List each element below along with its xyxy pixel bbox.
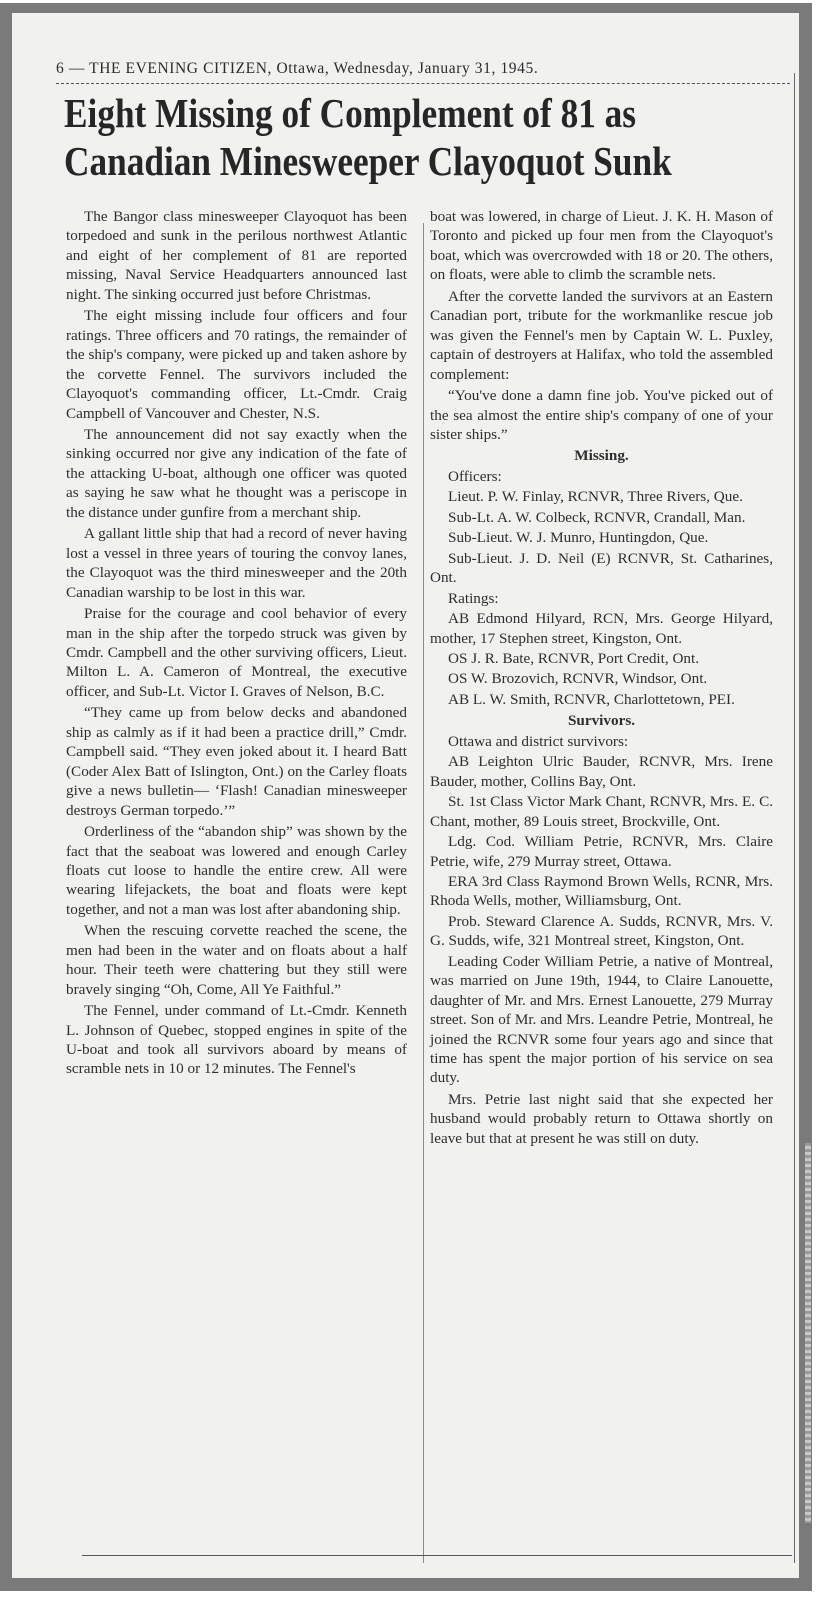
officer-entry: Sub-Lieut. J. D. Neil (E) RCNVR, St. Catharines, Ont. <box>430 549 773 587</box>
article-paragraph: The announcement did not say exactly when the sinking occurred nor give any indication of the fate of the attacking U-boat, although one officer was quoted as saying he saw what he thought was a periscope in the distance under gunfire from a merchant ship. <box>66 425 407 521</box>
headline-line-2: Canadian Minesweeper Clayoquot Sunk <box>64 138 672 184</box>
officer-entry: Sub-Lieut. W. J. Munro, Huntingdon, Que. <box>448 529 709 547</box>
rating-entry: OS J. R. Bate, RCNVR, Port Credit, Ont. <box>448 649 700 667</box>
survivor-entry: Ldg. Cod. William Petrie, RCNVR, Mrs. Claire Petrie, wife, 279 Murray street, Ottawa. <box>430 833 773 870</box>
officer-entry: Sub-Lt. A. W. Colbeck, RCNVR, Crandall, Man. <box>448 508 746 526</box>
left-column <box>66 207 407 1081</box>
article-paragraph: The Fennel, under command of Lt.-Cmdr. Kenneth L. Johnson of Quebec, stopped engines in spite of the U-boat and took all survivors aboard by means of scramble nets in 10 or 12 minutes. The Fennel's <box>66 1002 407 1078</box>
continued-paragraph: boat was lowered, in charge of Lieut. J. K. H. Mason of Toronto and picked up four men from the Clayoquot's boat, which was overcrowded with 18 or 20. The others, on floats, were able to climb the scramble nets. <box>430 208 773 284</box>
article-paragraph: Mrs. Petrie last night said that she expected her husband would probably return to Ottawa shortly on leave but that at present he was still on duty. <box>430 1090 773 1147</box>
survivor-entry: St. 1st Class Victor Mark Chant, RCNVR, Mrs. E. C. Chant, mother, 89 Louis street, Brockville, Ont. <box>430 793 773 830</box>
article-paragraph: The Bangor class minesweeper Clayoquot has been torpedoed and sunk in the perilous northwest Atlantic and eight of her complement of 81 are reported missing, Naval Service Headquarters announced last night. The sinking occurred just before Christmas. <box>66 208 407 303</box>
article-paragraph: “You've done a damn fine job. You've picked out of the sea almost the entire ship's company of one of your sister ships.” <box>430 387 773 443</box>
survivor-entry: AB Leighton Ulric Bauder, RCNVR, Mrs. Irene Bauder, mother, Collins Bay, Ont. <box>430 753 773 790</box>
rating-entry: OS W. Brozovich, RCNVR, Windsor, Ont. <box>448 670 708 688</box>
officer-entry: Lieut. P. W. Finlay, RCNVR, Three Rivers, Que. <box>448 488 743 506</box>
masthead-rule <box>56 83 790 84</box>
survivors-heading: Survivors. <box>567 712 636 730</box>
article-paragraph: After the corvette landed the survivors at an Eastern Canadian port, tribute for the workmanlike rescue job was given the Fennel's men by Captain W. L. Puxley, captain of destroyers at Halifax, who told the assembled complement: <box>430 287 773 383</box>
bottom-rule <box>82 1555 792 1556</box>
missing-heading: Missing. <box>574 447 629 465</box>
rating-entry: AB Edmond Hilyard, RCN, Mrs. George Hilyard, mother, 17 Stephen street, Kingston, Ont. <box>430 610 773 647</box>
column-divider <box>423 223 424 1563</box>
right-column <box>430 207 773 1150</box>
article-paragraph: Praise for the courage and cool behavior of every man in the ship after the torpedo struck was given by Cmdr. Campbell and the other surviving officers, Lieut. Milton L. A. Cameron of Montreal, the executive officer, and Sub-Lt. Victor I. Graves of Nelson, B.C. <box>66 605 407 700</box>
ratings-label: Ratings: <box>448 589 499 607</box>
masthead: 6 — THE EVENING CITIZEN, Ottawa, Wednesday, January 31, 1945. <box>56 60 539 77</box>
right-border-rule <box>794 73 795 1563</box>
article-paragraph: The eight missing include four officers and four ratings. Three officers and 70 ratings, the remainder of the ship's company, were picked up and taken ashore by the corvette Fennel. The survivors included the Clayoquot's commanding officer, Lt.-Cmdr. Craig Campbell of Vancouver and Chester, N.S. <box>66 307 407 422</box>
headline <box>64 89 692 185</box>
survivor-entry: Prob. Steward Clarence A. Sudds, RCNVR, Mrs. V. G. Sudds, wife, 321 Montreal street, Kingston, Ont. <box>430 912 773 950</box>
article-paragraph: “They came up from below decks and abandoned ship as calmly as if it had been a practice drill,” Cmdr. Campbell said. “They even joked about it. I heard Batt (Coder Alex Batt of Islington, Ont.) on the Carley floats give a news bulletin— ‘Flash! Canadian minesweeper destroys German torpedo.’” <box>66 704 407 819</box>
headline-line-1: Eight Missing of Complement of 81 as <box>64 90 636 136</box>
article-paragraph: Leading Coder William Petrie, a native of Montreal, was married on June 19th, 1944, to Claire Lanouette, daughter of Mr. and Mrs. Ernest Lanouette, 279 Murray street. Son of Mr. and Mrs. Leandre Petrie, Montreal, he joined the RCNVR some four years ago and since that time has spent the major portion of his service on sea duty. <box>430 952 773 1087</box>
scan-edge <box>805 1143 811 1523</box>
officers-label: Officers: <box>448 467 502 485</box>
survivors-intro: Ottawa and district survivors: <box>448 732 629 750</box>
article-paragraph: When the rescuing corvette reached the scene, the men had been in the water and on floats about a half hour. Their teeth were chattering but they still were bravely singing “Oh, Come, All Ye Faithful.” <box>66 922 407 998</box>
article-paragraph: A gallant little ship that had a record of never having lost a vessel in three years of touring the convoy lanes, the Clayoquot was the third minesweeper and the 20th Canadian warship to be lost in this war. <box>66 525 407 601</box>
survivor-entry: ERA 3rd Class Raymond Brown Wells, RCNR, Mrs. Rhoda Wells, mother, Williamsburg, Ont. <box>430 872 773 910</box>
article-paragraph: Orderliness of the “abandon ship” was shown by the fact that the seaboat was lowered and enough Carley floats cut loose to handle the entire crew. All were wearing lifejackets, the boat and floats were kept together, and not a man was lost after abandoning ship. <box>66 823 407 918</box>
rating-entry: AB L. W. Smith, RCNVR, Charlottetown, PEI. <box>448 690 735 708</box>
